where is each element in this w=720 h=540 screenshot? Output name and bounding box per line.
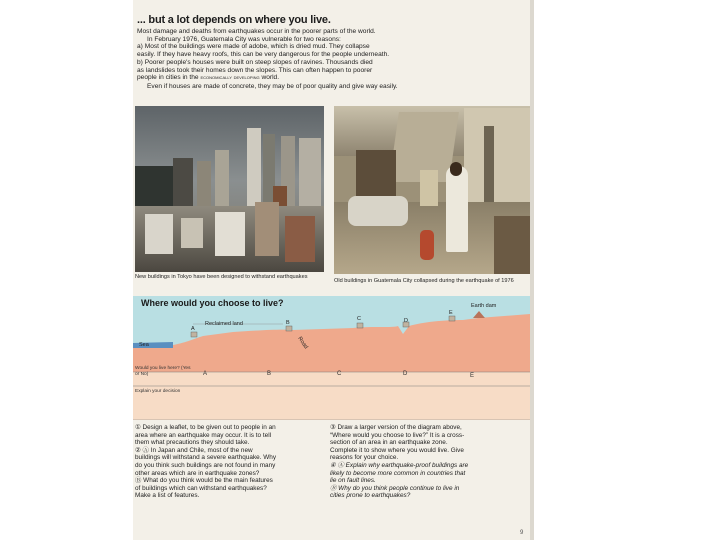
textbook-page	[133, 0, 530, 540]
question-line: Ⓑ Why do you think people continue to live in	[330, 484, 460, 492]
table-row-label-live-here: Would you live here? (Yes or No)	[135, 366, 191, 377]
table-column-c: C	[337, 371, 342, 377]
table-column-d: D	[403, 371, 408, 377]
question-line: cities prone to earthquakes?	[330, 492, 411, 500]
intro-text-part: people in cities in the	[137, 74, 199, 82]
intro-line: as landslides took their homes down the slopes. This can often happen to poorer	[137, 66, 373, 74]
question-line: ④ Ⓐ Explain why earthquake-proof buildings are	[330, 461, 469, 469]
site-label: A	[191, 326, 195, 332]
question-line: lie on fault lines.	[330, 477, 376, 485]
question-line: ① Design a leaflet, to be given out to people in an	[135, 424, 276, 431]
question-line: “Where would you choose to live?” It is a cross-	[330, 431, 465, 439]
question-line: other areas which are in earthquake zones?	[135, 469, 260, 477]
intro-line: Most damage and deaths from earthquakes occur in the poorer parts of the world.	[137, 28, 376, 35]
earth-dam-label: Earth dam	[471, 303, 497, 309]
question-line: ③ Draw a larger version of the diagram above,	[330, 424, 462, 431]
intro-line: easily. If they have heavy roofs, this can be very dangerous for the people underneath.	[137, 51, 390, 59]
sea-label: Sea	[139, 342, 149, 348]
site-label: D	[404, 318, 408, 324]
intro-line: In February 1976, Guatemala City was vulnerable for two reasons:	[147, 35, 341, 43]
question-line: Ⓑ What do you think would be the main features	[135, 477, 273, 485]
page-heading: ... but a lot depends on where you live.	[137, 14, 331, 26]
question-line: ② Ⓐ In Japan and Chile, most of the new	[135, 446, 253, 454]
question-line: Make a list of features.	[135, 492, 200, 500]
page-number: 9	[520, 530, 524, 536]
intro-line: b) Poorer people's houses were built on steep slopes of ravines. Thousands died	[137, 58, 373, 66]
questions-right	[330, 424, 528, 500]
intro-line: Even if houses are made of concrete, they may be of poor quality and give way easily.	[147, 82, 398, 90]
intro-line	[137, 74, 527, 83]
intro-text-part: world.	[261, 74, 280, 82]
table-column-e: E	[470, 373, 475, 379]
site-label: B	[286, 320, 290, 326]
site-label: E	[449, 310, 453, 316]
page-edge	[530, 0, 534, 540]
table-column-a: A	[203, 371, 208, 377]
reclaimed-land-label: Reclaimed land	[205, 321, 243, 327]
table-row-label-explain: Explain your decision	[135, 389, 181, 394]
question-line: buildings will withstand a severe earthquake. Why	[135, 454, 277, 462]
question-line: of buildings which can withstand earthquakes?	[135, 484, 267, 492]
question-line: Complete it to show where you would live. Give	[330, 446, 464, 454]
intro-line: a) Most of the buildings were made of adobe, which is dried mud. They collapse	[137, 43, 370, 51]
guatemala-photo	[334, 106, 530, 274]
question-line: them what precautions they should take.	[135, 439, 250, 447]
question-line: section of an area in an earthquake zone.	[330, 439, 448, 447]
site-label: C	[357, 316, 361, 322]
question-line: reasons for your choice.	[330, 454, 399, 462]
table-column-b: B	[267, 371, 272, 377]
economically-developing-term: economically developing	[200, 75, 260, 82]
questions-left	[135, 424, 323, 500]
intro-text	[137, 28, 527, 91]
guatemala-caption: Old buildings in Guatemala City collapsed during the earthquake of 1976	[334, 278, 514, 284]
question-line: likely to become more common in countries that	[330, 469, 466, 477]
question-line: do you think such buildings are not found in many	[135, 461, 276, 469]
tokyo-photo	[135, 106, 324, 272]
diagram-title: Where would you choose to live?	[141, 298, 284, 308]
tokyo-caption: New buildings in Tokyo have been designed to withstand earthquakes	[135, 274, 308, 280]
road-label: Road	[296, 335, 309, 351]
question-line: area where an earthquake may occur. It is to tell	[135, 431, 272, 439]
cross-section-diagram	[133, 296, 530, 420]
